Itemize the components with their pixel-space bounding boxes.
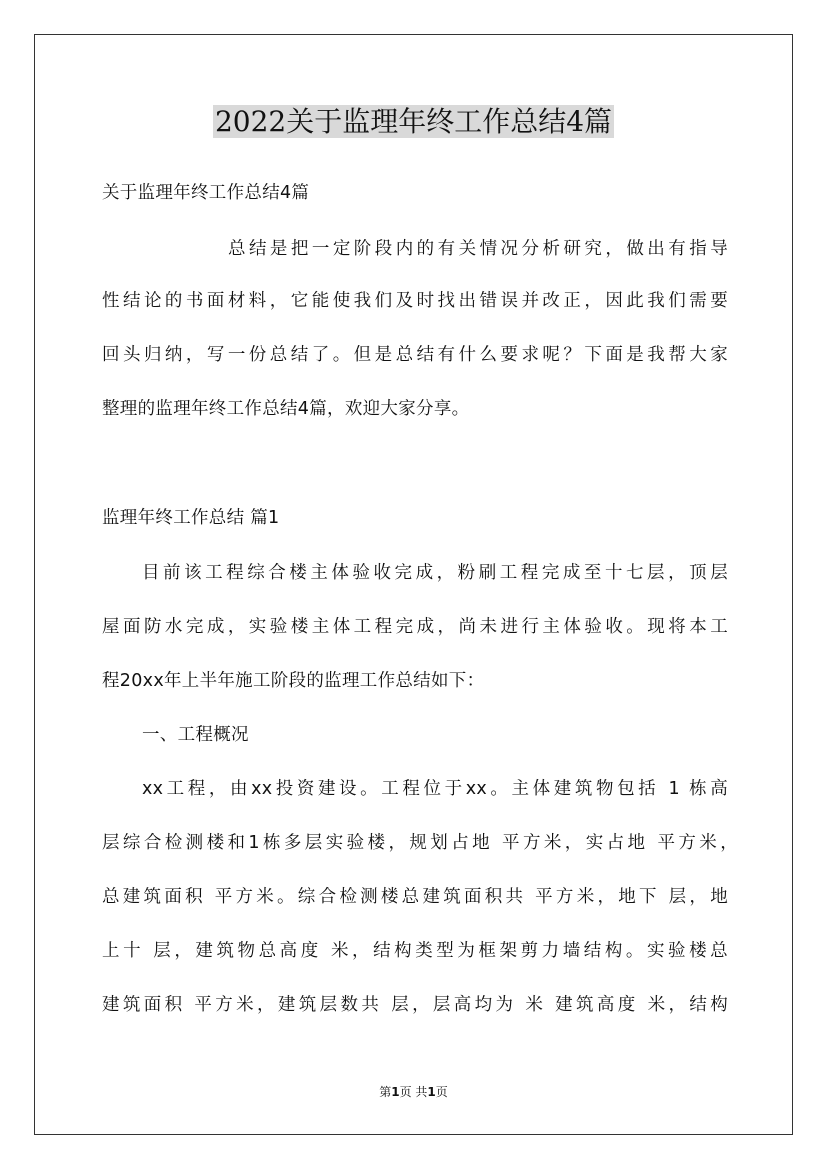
para2-line-2: 层综合检测楼和1栋多层实验楼，规划占地 平方米，实占地 平方米， — [102, 833, 738, 853]
para1-line-2: 屋面防水完成，实验楼主体工程完成，尚未进行主体验收。现将本工 — [102, 617, 728, 637]
document-title-text: 2022关于监理年终工作总结4篇 — [214, 105, 613, 138]
footer-page-number: 1 — [391, 1085, 400, 1099]
footer-suffix: 页 — [435, 1085, 448, 1099]
page-footer — [0, 1083, 827, 1101]
footer-prefix: 第 — [379, 1085, 392, 1099]
subtitle-line: 关于监理年终工作总结4篇 — [102, 183, 310, 203]
footer-mid: 页 共 — [399, 1085, 428, 1099]
para2-line-5: 建筑面积 平方米，建筑层数共 层，层高均为 米 建筑高度 米，结构 — [102, 995, 728, 1015]
footer-page-total: 1 — [427, 1085, 436, 1099]
document-title — [0, 100, 827, 144]
para1-line-3: 程20xx年上半年施工阶段的监理工作总结如下： — [102, 671, 485, 691]
para2-line-4: 上十 层，建筑物总高度 米，结构类型为框架剪力墙结构。实验楼总 — [102, 941, 728, 961]
para1-line-1: 目前该工程综合楼主体验收完成，粉刷工程完成至十七层，顶层 — [142, 563, 728, 583]
intro-line-2: 性结论的书面材料，它能使我们及时找出错误并改正，因此我们需要 — [102, 291, 728, 311]
para2-line-1: xx工程，由xx投资建设。工程位于xx。主体建筑物包括 1 栋高 — [142, 779, 728, 799]
intro-line-1: 总结是把一定阶段内的有关情况分析研究，做出有指导 — [228, 239, 728, 259]
subheading-overview: 一、工程概况 — [142, 725, 249, 745]
para2-line-3: 总建筑面积 平方米。综合检测楼总建筑面积共 平方米，地下 层，地 — [102, 887, 728, 907]
intro-line-3: 回头归纳，写一份总结了。但是总结有什么要求呢？下面是我帮大家 — [102, 345, 728, 365]
intro-line-4: 整理的监理年终工作总结4篇，欢迎大家分享。 — [102, 399, 470, 419]
section-heading-1: 监理年终工作总结 篇1 — [102, 508, 280, 528]
